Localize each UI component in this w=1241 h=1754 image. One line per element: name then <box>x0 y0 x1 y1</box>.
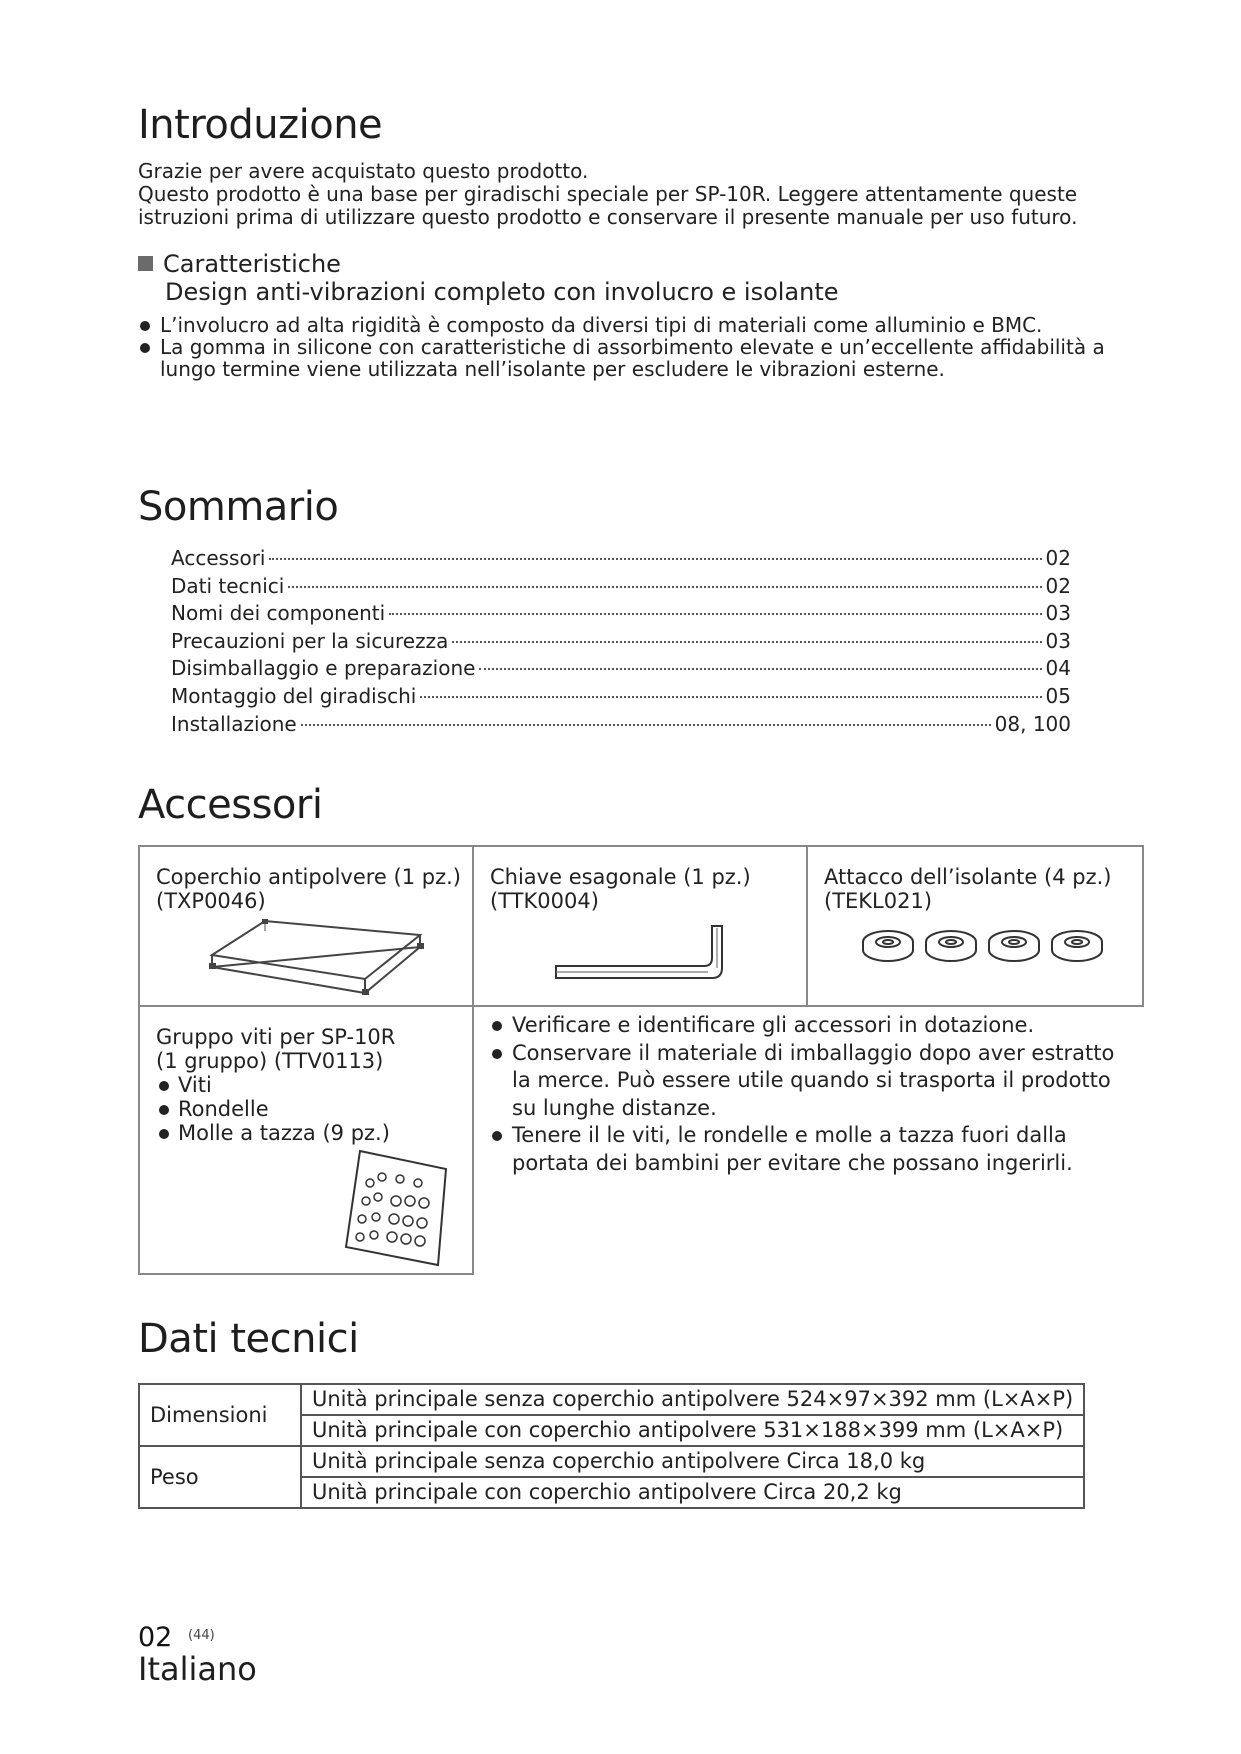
accessory-notes <box>490 1012 1130 1177</box>
accessory-name: Chiave esagonale (1 pz.) <box>490 865 751 889</box>
toc-label: Nomi dei componenti <box>171 601 386 626</box>
toc-label: Dati tecnici <box>171 573 285 598</box>
spec-label: Dimensioni <box>139 1384 301 1446</box>
accessory-cell-screw-set <box>138 1005 474 1275</box>
list-item: La gomma in silicone con caratteristiche di assorbimento elevate e un’eccellente affidabilità a lungo termine viene utilizzata nell’isolante per escludere le vibrazioni esterne. <box>138 336 1138 380</box>
toc-title: Sommario <box>138 484 339 530</box>
toc-entry[interactable] <box>171 629 1071 657</box>
toc-page: 02 <box>1045 573 1071 598</box>
toc-page: 04 <box>1045 656 1071 681</box>
spec-label: Peso <box>139 1446 301 1508</box>
intro-paragraph <box>138 160 1118 229</box>
spec-value: Unità principale con coperchio antipolvere Circa 20,2 kg <box>301 1477 1084 1508</box>
page-number: 02 <box>138 1622 173 1653</box>
isolator-attachment-icon <box>858 922 1108 972</box>
features-list <box>138 314 1138 380</box>
intro-line: Questo prodotto è una base per giradischi speciale per SP-10R. Leggere attentamente queste <box>138 182 1078 206</box>
screw-set-package-icon <box>340 1147 450 1267</box>
list-item: Verificare e identificare gli accessori in dotazione. <box>490 1012 1130 1040</box>
hex-key-icon <box>554 922 734 992</box>
accessory-cell-isolator <box>806 845 1144 1007</box>
spec-value: Unità principale con coperchio antipolvere 531×188×399 mm (L×A×P) <box>301 1415 1084 1446</box>
toc-page: 03 <box>1045 628 1071 653</box>
toc-entry[interactable] <box>171 656 1071 684</box>
accessory-code: (TTK0004) <box>490 889 599 913</box>
accessory-name: Coperchio antipolvere (1 pz.) <box>156 865 461 889</box>
specs-table <box>138 1383 1085 1509</box>
list-item: L’involucro ad alta rigidità è composto da diversi tipi di materiali come alluminio e BMC. <box>138 314 1138 336</box>
spec-value: Unità principale senza coperchio antipolvere 524×97×392 mm (L×A×P) <box>301 1384 1084 1415</box>
screw-set-part: Rondelle <box>156 1097 395 1121</box>
toc-label: Installazione <box>171 711 297 736</box>
screw-set-code: (1 gruppo) (TTV0113) <box>156 1049 384 1073</box>
intro-title: Introduzione <box>138 102 383 148</box>
screw-set-part: Molle a tazza (9 pz.) <box>156 1121 395 1145</box>
accessory-name: Attacco dell’isolante (4 pz.) <box>824 865 1112 889</box>
toc-label: Disimballaggio e preparazione <box>171 656 476 681</box>
screw-set-name: Gruppo viti per SP-10R <box>156 1025 396 1049</box>
features-heading-text: Caratteristiche <box>163 250 341 278</box>
toc-entry[interactable] <box>171 546 1071 574</box>
table-row <box>139 1446 1084 1477</box>
specs-title: Dati tecnici <box>138 1316 359 1362</box>
accessory-code: (TXP0046) <box>156 889 266 913</box>
accessory-cell-hex-key <box>472 845 808 1007</box>
features-subheading: Design anti-vibrazioni completo con involucro e isolante <box>165 278 839 306</box>
toc-page: 02 <box>1045 546 1071 570</box>
toc-entry[interactable] <box>171 574 1071 602</box>
square-bullet-icon <box>138 256 153 271</box>
toc-page: 03 <box>1045 601 1071 626</box>
screw-set-part: Viti <box>156 1073 395 1097</box>
language-label: Italiano <box>138 1650 257 1688</box>
toc-entry[interactable] <box>171 684 1071 712</box>
toc-label: Accessori <box>171 546 266 570</box>
features-heading <box>138 250 341 278</box>
accessory-code: (TEKL021) <box>824 889 933 913</box>
list-item: Conservare il materiale di imballaggio dopo aver estratto la merce. Può essere utile quando si trasporta il prodotto su lunghe distanze. <box>490 1040 1130 1123</box>
toc-label: Precauzioni per la sicurezza <box>171 628 449 653</box>
intro-line: istruzioni prima di utilizzare questo prodotto e conservare il presente manuale per uso futuro. <box>138 205 1078 229</box>
list-item: Tenere il le viti, le rondelle e molle a tazza fuori dalla portata dei bambini per evitare che possano ingerirli. <box>490 1122 1130 1177</box>
toc-entry[interactable] <box>171 712 1071 740</box>
toc-label: Montaggio del giradischi <box>171 683 417 708</box>
spec-value: Unità principale senza coperchio antipolvere Circa 18,0 kg <box>301 1446 1084 1477</box>
toc-entry[interactable] <box>171 601 1071 629</box>
accessory-cell-dust-cover <box>138 845 474 1007</box>
table-row <box>139 1384 1084 1415</box>
toc-page: 05 <box>1045 683 1071 708</box>
page-number-sup: (44) <box>188 1628 215 1643</box>
toc-page: 08, 100 <box>994 711 1071 736</box>
dust-cover-icon <box>200 917 430 997</box>
accessories-title: Accessori <box>138 782 323 828</box>
table-of-contents <box>171 546 1071 739</box>
intro-line: Grazie per avere acquistato questo prodotto. <box>138 159 589 183</box>
